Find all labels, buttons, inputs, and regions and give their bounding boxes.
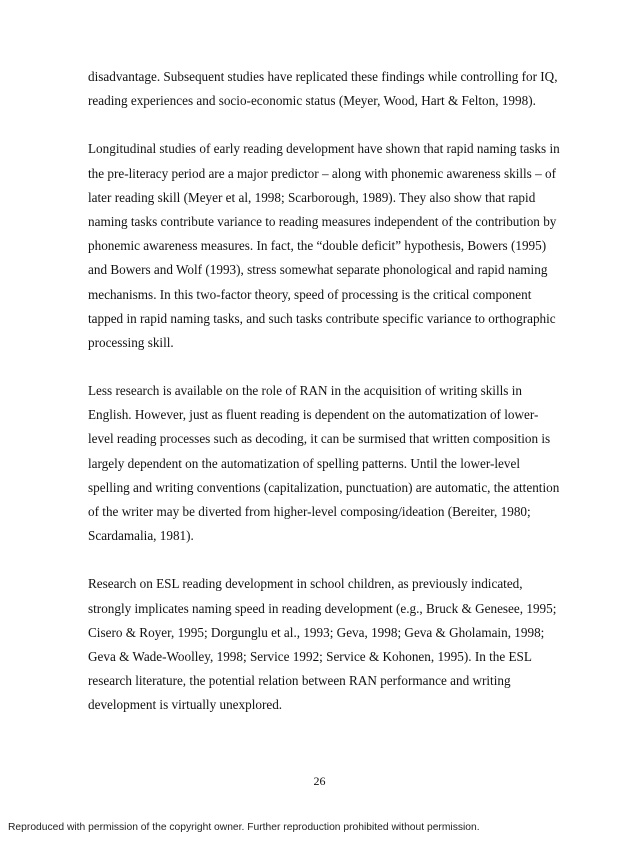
paragraph xyxy=(88,572,558,717)
text-line: English. However, just as fluent reading is dependent on the automatization of lower- xyxy=(88,407,539,423)
text-line: naming tasks contribute variance to reading measures independent of the contribution by xyxy=(88,213,557,229)
text-line: Scardamalia, 1981). xyxy=(88,528,194,544)
text-line: level reading processes such as decoding, it can be surmised that written composition is xyxy=(88,431,551,447)
paragraph xyxy=(88,379,558,548)
text-line: Longitudinal studies of early reading development have shown that rapid naming tasks in xyxy=(88,141,560,157)
text-line: the pre-literacy period are a major predictor – along with phonemic awareness skills – of xyxy=(88,165,556,181)
text-line: Cisero & Royer, 1995; Dorgunglu et al., 1993; Geva, 1998; Geva & Gholamain, 1998; xyxy=(88,624,545,640)
text-line: strongly implicates naming speed in reading development (e.g., Bruck & Genesee, 1995; xyxy=(88,600,557,616)
text-line: research literature, the potential relation between RAN performance and writing xyxy=(88,673,511,689)
text-line: tapped in rapid naming tasks, and such tasks contribute specific variance to orthographic xyxy=(88,310,556,326)
text-line: disadvantage. Subsequent studies have replicated these findings while controlling for IQ, xyxy=(88,69,558,84)
copyright-notice: Reproduced with permission of the copyright owner. Further reproduction prohibited without permission. xyxy=(8,822,480,833)
text-line: reading experiences and socio-economic status (Meyer, Wood, Hart & Felton, 1998). xyxy=(88,93,536,109)
page-number: 26 xyxy=(313,774,326,788)
text-line: spelling and writing conventions (capitalization, punctuation) are automatic, the attention xyxy=(88,479,560,495)
text-line: processing skill. xyxy=(88,334,174,350)
text-line: development is virtually unexplored. xyxy=(88,697,283,713)
text-line: Less research is available on the role of RAN in the acquisition of writing skills in xyxy=(88,383,522,399)
text-line: Geva & Wade-Woolley, 1998; Service 1992; Service & Kohonen, 1995). In the ESL xyxy=(88,648,532,664)
body-text xyxy=(88,65,558,742)
text-line: largely dependent on the automatization of spelling patterns. Until the lower-level xyxy=(88,455,520,471)
paragraph xyxy=(88,65,558,113)
text-line: Research on ESL reading development in school children, as previously indicated, xyxy=(88,576,523,592)
text-line: of the writer may be diverted from higher-level composing/ideation (Bereiter, 1980; xyxy=(88,504,531,519)
text-line: and Bowers and Wolf (1993), stress somewhat separate phonological and rapid naming xyxy=(88,262,548,278)
text-line: phonemic awareness measures. In fact, the “double deficit” hypothesis, Bowers (1995) xyxy=(88,238,547,254)
text-line: later reading skill (Meyer et al, 1998; Scarborough, 1989). They also show that rapid xyxy=(88,189,536,205)
paragraph xyxy=(88,137,558,355)
text-line: mechanisms. In this two-factor theory, speed of processing is the critical component xyxy=(88,286,532,302)
